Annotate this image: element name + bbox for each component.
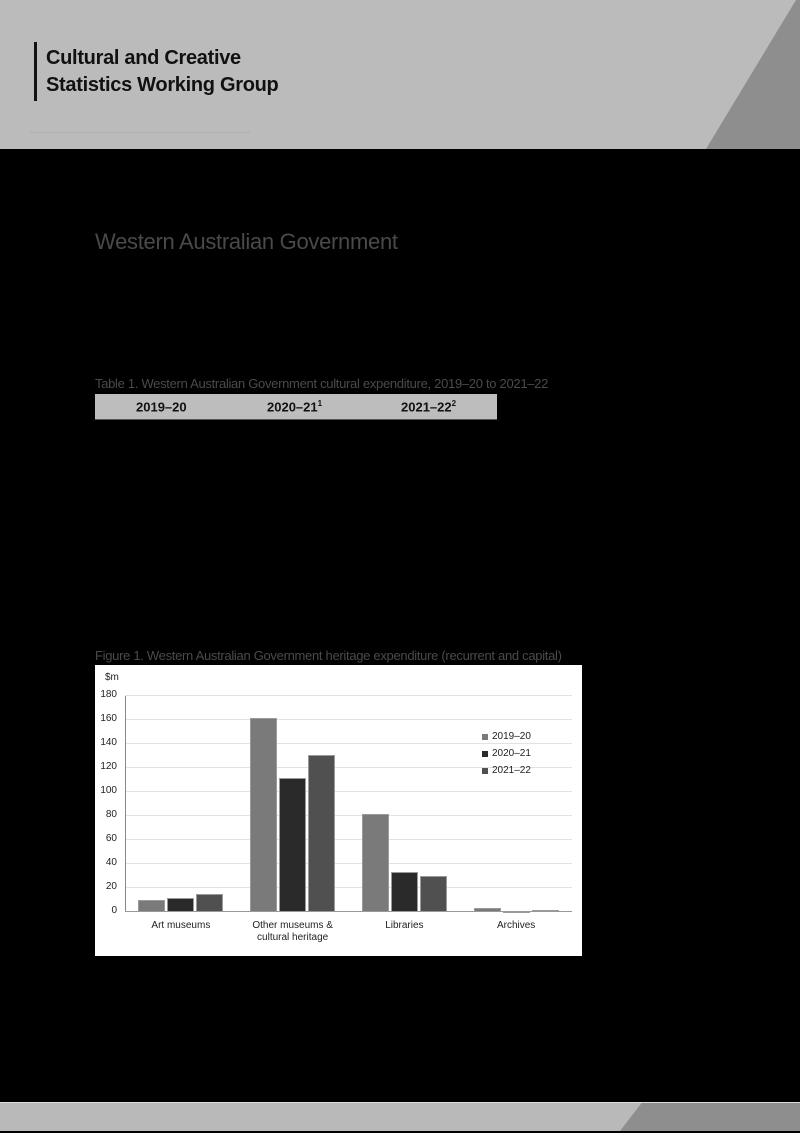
table-column-header: $2021-22^2$ [401, 399, 457, 415]
section-title: Western Australian Government [95, 229, 398, 254]
gridline [125, 815, 572, 816]
legend-swatch-icon [482, 734, 488, 740]
bar [167, 898, 194, 912]
gridline [125, 839, 572, 840]
x-category-label: Libraries [385, 920, 424, 931]
bar [362, 814, 389, 912]
organisation-name [46, 45, 278, 99]
page-footer [0, 1102, 800, 1131]
bar [308, 755, 335, 912]
y-tick-label: 80 [105, 809, 117, 820]
gridline [125, 863, 572, 864]
gridline [125, 719, 572, 720]
header-divider [30, 132, 250, 133]
y-tick-label: 140 [100, 737, 117, 748]
x-category-label: Art museums [151, 920, 211, 931]
y-tick-label: 20 [105, 881, 117, 892]
y-tick-label: 100 [100, 785, 117, 796]
y-tick-label: 40 [105, 857, 117, 868]
x-category-label: Other museums & cultural heritage [252, 920, 333, 943]
y-tick-label: 60 [105, 833, 117, 844]
bar [250, 718, 277, 912]
gridline [125, 887, 572, 888]
footer-corner-accent [620, 1103, 800, 1131]
figure-caption: Figure 1. Western Australian Government heritage expenditure (recurrent and capital) [95, 648, 562, 663]
y-tick-label: 180 [100, 689, 117, 700]
legend-label: 2019–20 [492, 731, 531, 742]
org-name-line1: Cultural and Creative [46, 47, 241, 69]
y-axis-unit-label: $m [105, 672, 119, 683]
table-column-header: $2020-21^1$ [267, 399, 323, 415]
bar [196, 894, 223, 912]
legend-swatch-icon [482, 768, 488, 774]
bar-chart [95, 665, 582, 956]
y-axis [125, 696, 126, 912]
legend-item [482, 745, 531, 762]
org-name-line2: Statistics Working Group [46, 74, 279, 96]
header-corner-accent [700, 0, 800, 149]
legend-item [482, 728, 531, 745]
legend-label: 2020–21 [492, 748, 531, 759]
bar [391, 872, 418, 912]
bar [279, 778, 306, 912]
bar [420, 876, 447, 912]
x-category-label: Archives [496, 920, 536, 931]
chart-legend [482, 728, 531, 779]
gridline [125, 695, 572, 696]
y-tick-label: 160 [100, 713, 117, 724]
legend-item [482, 762, 531, 779]
y-tick-label: 120 [100, 761, 117, 772]
table-header-row [95, 394, 497, 420]
legend-swatch-icon [482, 751, 488, 757]
table-caption: Table 1. Western Australian Government cultural expenditure, 2019–20 to 2021–22 [95, 376, 549, 391]
table-column-header: 2019–20 [136, 399, 187, 415]
y-tick-label: 0 [111, 905, 117, 916]
x-axis [125, 911, 572, 912]
gridline [125, 791, 572, 792]
header-vertical-rule [34, 42, 37, 101]
page-header [0, 0, 800, 149]
legend-label: 2021–22 [492, 765, 531, 776]
